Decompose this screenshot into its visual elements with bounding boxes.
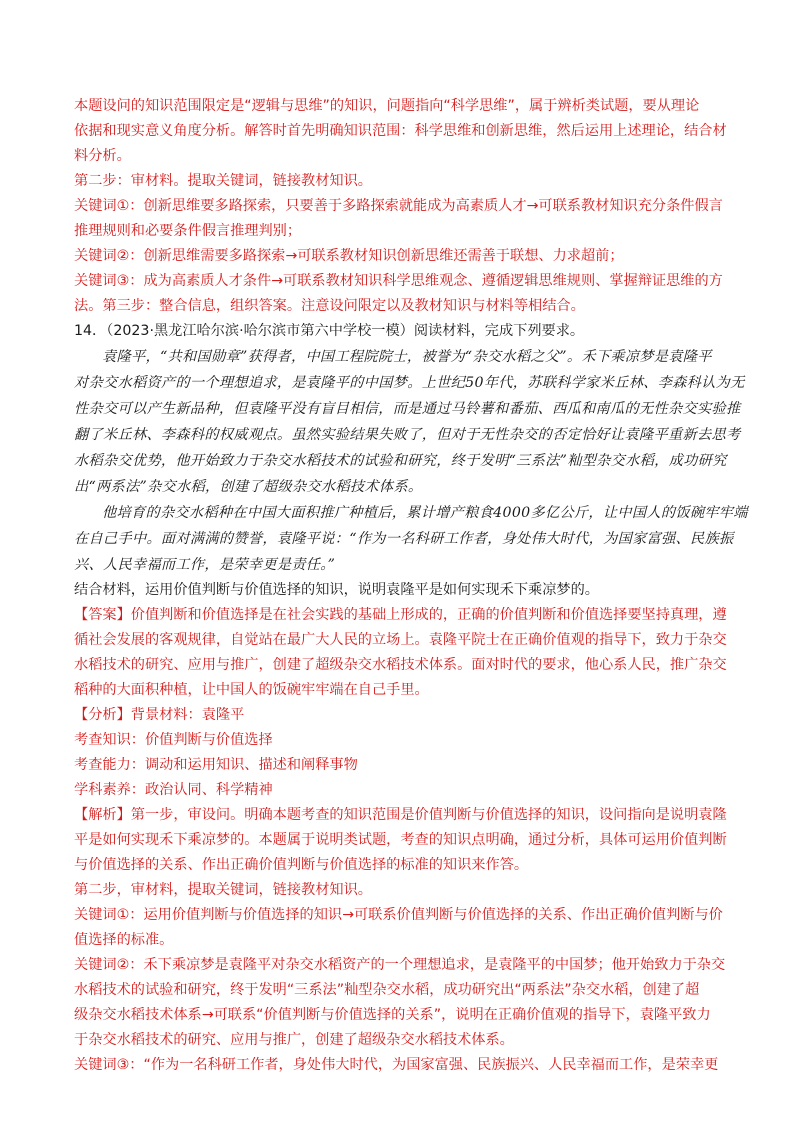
material-line: 他培育的杂交水稻种在中国大面积推广种植后，累计增产粮食4000多亿公斤，让中国人的饭碗牢牢端: [102, 505, 748, 521]
question-number: 14．: [74, 323, 107, 339]
keyword-2-cont: 级杂交水稻技术体系→可联系“价值判断与价值选择的关系”，说明在正确价值观的指导下，袁隆平致力: [74, 1007, 711, 1023]
analysis-text: 依据和现实意义角度分析。解答时首先明确知识范围：科学思维和创新思维，然后运用上述理论，结合材: [74, 123, 727, 139]
analysis-line: [74, 705, 244, 725]
explanation-tag: 【解析】: [74, 807, 131, 823]
answer-tag: 【答案】: [74, 607, 131, 623]
analysis-text: 本题设问的知识范围限定是“逻辑与思维”的知识，问题指向“科学思维”，属于辨析类试题，要从理论: [74, 98, 700, 114]
keyword-1: 关键词①：创新思维要多路探索，只要善于多路探索就能成为高素质人才→可联系教材知识充分条件假言: [74, 198, 723, 214]
analysis-literacy: 学科素养：政治认同、科学精神: [74, 782, 273, 798]
keyword-3: 关键词③：成为高素质人才条件→可联系教材知识科学思维观念、遵循逻辑思维规则、掌握辩证思维的方: [74, 273, 723, 289]
keyword-2-cont: 水稻技术的试验和研究，终于发明“三系法”籼型杂交水稻，成功研究出“两系法”杂交水稻，创建了超: [74, 982, 700, 998]
explanation-text: 第一步，审设问。明确本题考查的知识范围是价值判断与价值选择的知识，设问指向是说明袁隆: [130, 807, 727, 823]
material-line: 对杂交水稻资产的一个理想追求，是袁隆平的中国梦。上世纪50年代，苏联科学家米丘林、李森科认为无: [74, 375, 745, 391]
material-line: 翻了米丘林、李森科的权威观点。虽然实验结果失败了，但对于无性杂交的否定恰好让袁隆平重新去思考: [74, 427, 741, 443]
keyword-3-cont: 法。第三步：整合信息，组织答案。注意设问限定以及教材知识与材料等相结合。: [74, 298, 585, 314]
keyword-2-cont: 于杂交水稻技术的研究、应用与推广，创建了超级杂交水稻技术体系。: [74, 1032, 514, 1048]
answer-text: 价值判断和价值选择是在社会实践的基础上形成的，正确的价值判断和价值选择要坚持真理，遵: [130, 607, 727, 623]
answer-text: 稻种的大面积种植，让中国人的饭碗牢牢端在自己手里。: [74, 682, 429, 698]
analysis-background: 背景材料：袁隆平: [130, 707, 245, 723]
question-prompt: 结合材料，运用价值判断与价值选择的知识，说明袁隆平是如何实现禾下乘凉梦的。: [74, 582, 599, 598]
keyword-1-cont: 值选择的标准。: [74, 932, 174, 948]
step-heading: 第二步：审材料。提取关键词，链接教材知识。: [74, 173, 372, 189]
keyword-1-cont: 推理规则和必要条件假言推理判别；: [74, 223, 302, 239]
material-line: 兴、人民幸福而工作，是荣幸更是责任。”: [74, 557, 336, 573]
keyword-1: 关键词①：运用价值判断与价值选择的知识→可联系价值判断与价值选择的关系、作出正确价值判断与价: [74, 907, 723, 923]
answer-line: [74, 605, 727, 625]
keyword-3: 关键词③：“作为一名科研工作者，身处伟大时代，为国家富强、民族振兴、人民幸福而工作，是荣幸更: [74, 1057, 719, 1073]
step-heading: 第二步，审材料，提取关键词，链接教材知识。: [74, 882, 372, 898]
answer-text: 水稻技术的研究、应用与推广，创建了超级杂交水稻技术体系。面对时代的要求，他心系人民，推广杂交: [74, 657, 727, 673]
material-line: 出“两系法”杂交水稻，创建了超级杂交水稻技术体系。: [74, 479, 423, 495]
material-line: 袁隆平，“共和国勋章”获得者，中国工程院院士，被誉为“杂交水稻之父”。禾下乘凉梦是袁隆平: [102, 349, 712, 365]
material-line: 在自己手中。面对满满的赞誉，袁隆平说：“作为一名科研工作者，身处伟大时代，为国家富强、民族振: [74, 531, 734, 547]
material-line: 水稻杂交优势，他开始致力于杂交水稻技术的试验和研究，终于发明“三系法”籼型杂交水稻，成功研究: [74, 453, 727, 469]
answer-text: 循社会发展的客观规律，自觉站在最广大人民的立场上。袁隆平院士在正确价值观的指导下，致力于杂交: [74, 632, 727, 648]
analysis-knowledge: 考查知识：价值判断与价值选择: [74, 732, 273, 748]
analysis-tag: 【分析】: [74, 707, 131, 723]
explanation-text: 平是如何实现禾下乘凉梦的。本题属于说明类试题，考查的知识点明确，通过分析，具体可运用价值判断: [74, 832, 727, 848]
keyword-2: 关键词②：创新思维需要多路探索→可联系教材知识创新思维还需善于联想、力求超前；: [74, 248, 624, 264]
question-header: [74, 321, 584, 341]
explanation-text: 与价值选择的关系、作出正确价值判断与价值选择的标准的知识来作答。: [74, 857, 529, 873]
analysis-text: 料分析。: [74, 148, 131, 164]
question-source: （2023·黑龙江哈尔滨·哈尔滨市第六中学校一模）阅读材料，完成下列要求。: [106, 323, 585, 339]
explanation-line: [74, 805, 727, 825]
keyword-2: 关键词②：禾下乘凉梦是袁隆平对杂交水稻资产的一个理想追求，是袁隆平的中国梦；他开始致力于杂交: [74, 957, 726, 973]
analysis-ability: 考查能力：调动和运用知识、描述和阐释事物: [74, 757, 358, 773]
material-line: 性杂交可以产生新品种，但袁隆平没有盲目相信，而是通过马铃薯和番茄、西瓜和南瓜的无性杂交实验推: [74, 401, 741, 417]
